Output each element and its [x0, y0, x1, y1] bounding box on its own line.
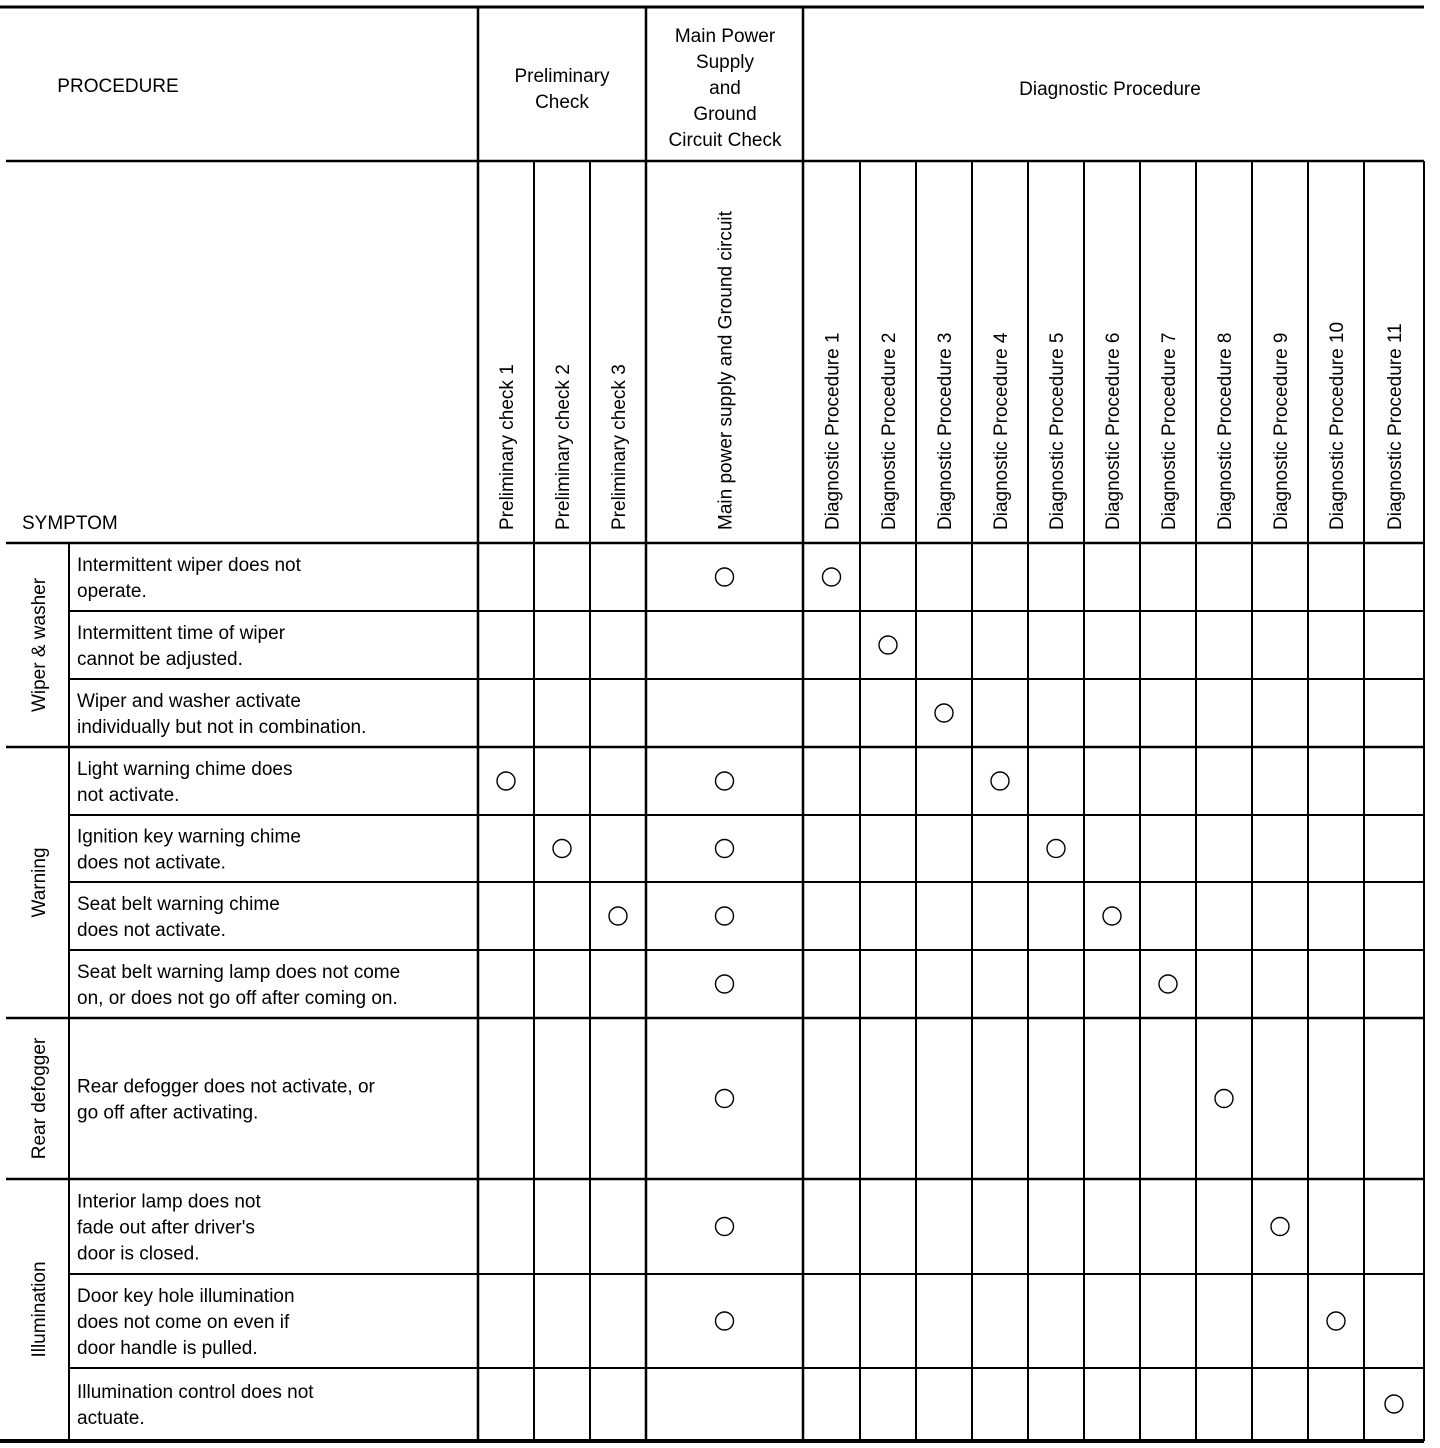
- check-mark-circle: [716, 1090, 734, 1108]
- check-mark-circle: [716, 907, 734, 925]
- symptom-text: Intermittent time of wiper: [77, 623, 286, 644]
- column-header: Diagnostic Procedure 11: [1385, 323, 1406, 530]
- group-heading-line: Supply: [695, 52, 755, 73]
- symptom-text: Illumination control does not: [77, 1382, 314, 1403]
- check-mark-circle: [1327, 1312, 1345, 1330]
- check-mark-circle: [991, 772, 1009, 790]
- check-mark-circle: [716, 772, 734, 790]
- symptom-text: Seat belt warning chime: [77, 894, 280, 915]
- symptom-text: Ignition key warning chime: [77, 826, 301, 848]
- table-row: [716, 1218, 1290, 1236]
- column-header: Diagnostic Procedure 7: [1159, 332, 1180, 530]
- symptom-text: Interior lamp does not: [77, 1191, 261, 1213]
- symptom-text: does not activate.: [77, 852, 226, 874]
- column-header: Preliminary check 1: [497, 364, 518, 530]
- check-mark-circle: [823, 568, 841, 586]
- symptom-text: door is closed.: [77, 1243, 200, 1265]
- group-heading-line: Circuit Check: [668, 130, 782, 151]
- check-mark-circle: [553, 840, 571, 858]
- procedure-heading: PROCEDURE: [57, 76, 179, 97]
- symptom-text: go off after activating.: [77, 1102, 259, 1124]
- check-mark-circle: [1271, 1218, 1289, 1236]
- symptom-text: operate.: [77, 581, 147, 602]
- column-header: Diagnostic Procedure 4: [991, 332, 1012, 530]
- table-row: [1385, 1395, 1403, 1413]
- category-label: Rear defogger: [29, 1037, 50, 1160]
- column-header: Diagnostic Procedure 9: [1271, 332, 1292, 530]
- category-label: Warning: [29, 847, 50, 918]
- group-heading-line: Preliminary: [514, 66, 610, 87]
- check-mark-circle: [716, 975, 734, 993]
- check-mark-circle: [716, 840, 734, 858]
- table-row: [609, 907, 1121, 925]
- symptom-text: does not come on even if: [77, 1312, 290, 1333]
- check-mark-circle: [1159, 975, 1177, 993]
- column-header: Diagnostic Procedure 8: [1215, 332, 1236, 530]
- column-header: Diagnostic Procedure 6: [1103, 332, 1124, 530]
- symptom-text: fade out after driver's: [77, 1217, 255, 1239]
- column-header: Diagnostic Procedure 5: [1047, 332, 1068, 530]
- column-header: Main power supply and Ground circuit: [715, 211, 737, 530]
- symptom-text: Wiper and washer activate: [77, 691, 301, 712]
- check-mark-circle: [716, 568, 734, 586]
- table-row: [553, 840, 1065, 858]
- table-row: [716, 1312, 1346, 1330]
- check-mark-circle: [1385, 1395, 1403, 1413]
- column-header: Diagnostic Procedure 2: [879, 332, 900, 530]
- symptom-text: door handle is pulled.: [77, 1338, 258, 1359]
- check-mark-circle: [935, 704, 953, 722]
- symptom-text: Seat belt warning lamp does not come: [77, 962, 401, 983]
- symptom-text: not activate.: [77, 785, 180, 806]
- category-label: Wiper & washer: [29, 577, 50, 713]
- check-mark-circle: [716, 1312, 734, 1330]
- symptom-text: on, or does not go off after coming on.: [77, 988, 398, 1009]
- table-row: [716, 568, 841, 586]
- table-row: [879, 636, 897, 654]
- column-header: Diagnostic Procedure 3: [935, 332, 956, 530]
- check-mark-circle: [1103, 907, 1121, 925]
- check-mark-circle: [497, 772, 515, 790]
- group-heading-line: Main Power: [674, 26, 776, 47]
- symptom-text: individually but not in combination.: [77, 717, 367, 738]
- column-header: Diagnostic Procedure 10: [1327, 321, 1348, 530]
- check-mark-circle: [1047, 840, 1065, 858]
- group-heading-line: Check: [535, 92, 589, 113]
- group-heading-line: Diagnostic Procedure: [1019, 79, 1201, 100]
- group-heading-line: and: [709, 78, 741, 99]
- category-label: Illumination: [29, 1261, 50, 1358]
- symptom-heading: SYMPTOM: [22, 513, 118, 534]
- column-header: Preliminary check 2: [553, 364, 574, 530]
- check-mark-circle: [1215, 1090, 1233, 1108]
- symptom-text: Intermittent wiper does not: [77, 555, 301, 576]
- check-mark-circle: [609, 907, 627, 925]
- column-header: Diagnostic Procedure 1: [822, 332, 844, 530]
- table-row: [497, 772, 1009, 790]
- check-mark-circle: [716, 1218, 734, 1236]
- table-row: [935, 704, 953, 722]
- symptom-text: Rear defogger does not activate, or: [77, 1076, 375, 1098]
- symptom-text: Light warning chime does: [77, 759, 293, 780]
- table-row: [716, 975, 1178, 993]
- symptom-text: cannot be adjusted.: [77, 649, 243, 670]
- check-mark-circle: [879, 636, 897, 654]
- column-header: Preliminary check 3: [609, 364, 630, 530]
- symptom-text: actuate.: [77, 1408, 145, 1429]
- symptom-text: Door key hole illumination: [77, 1286, 295, 1307]
- group-heading-line: Ground: [693, 104, 757, 125]
- symptom-text: does not activate.: [77, 920, 226, 941]
- table-row: [716, 1090, 1234, 1108]
